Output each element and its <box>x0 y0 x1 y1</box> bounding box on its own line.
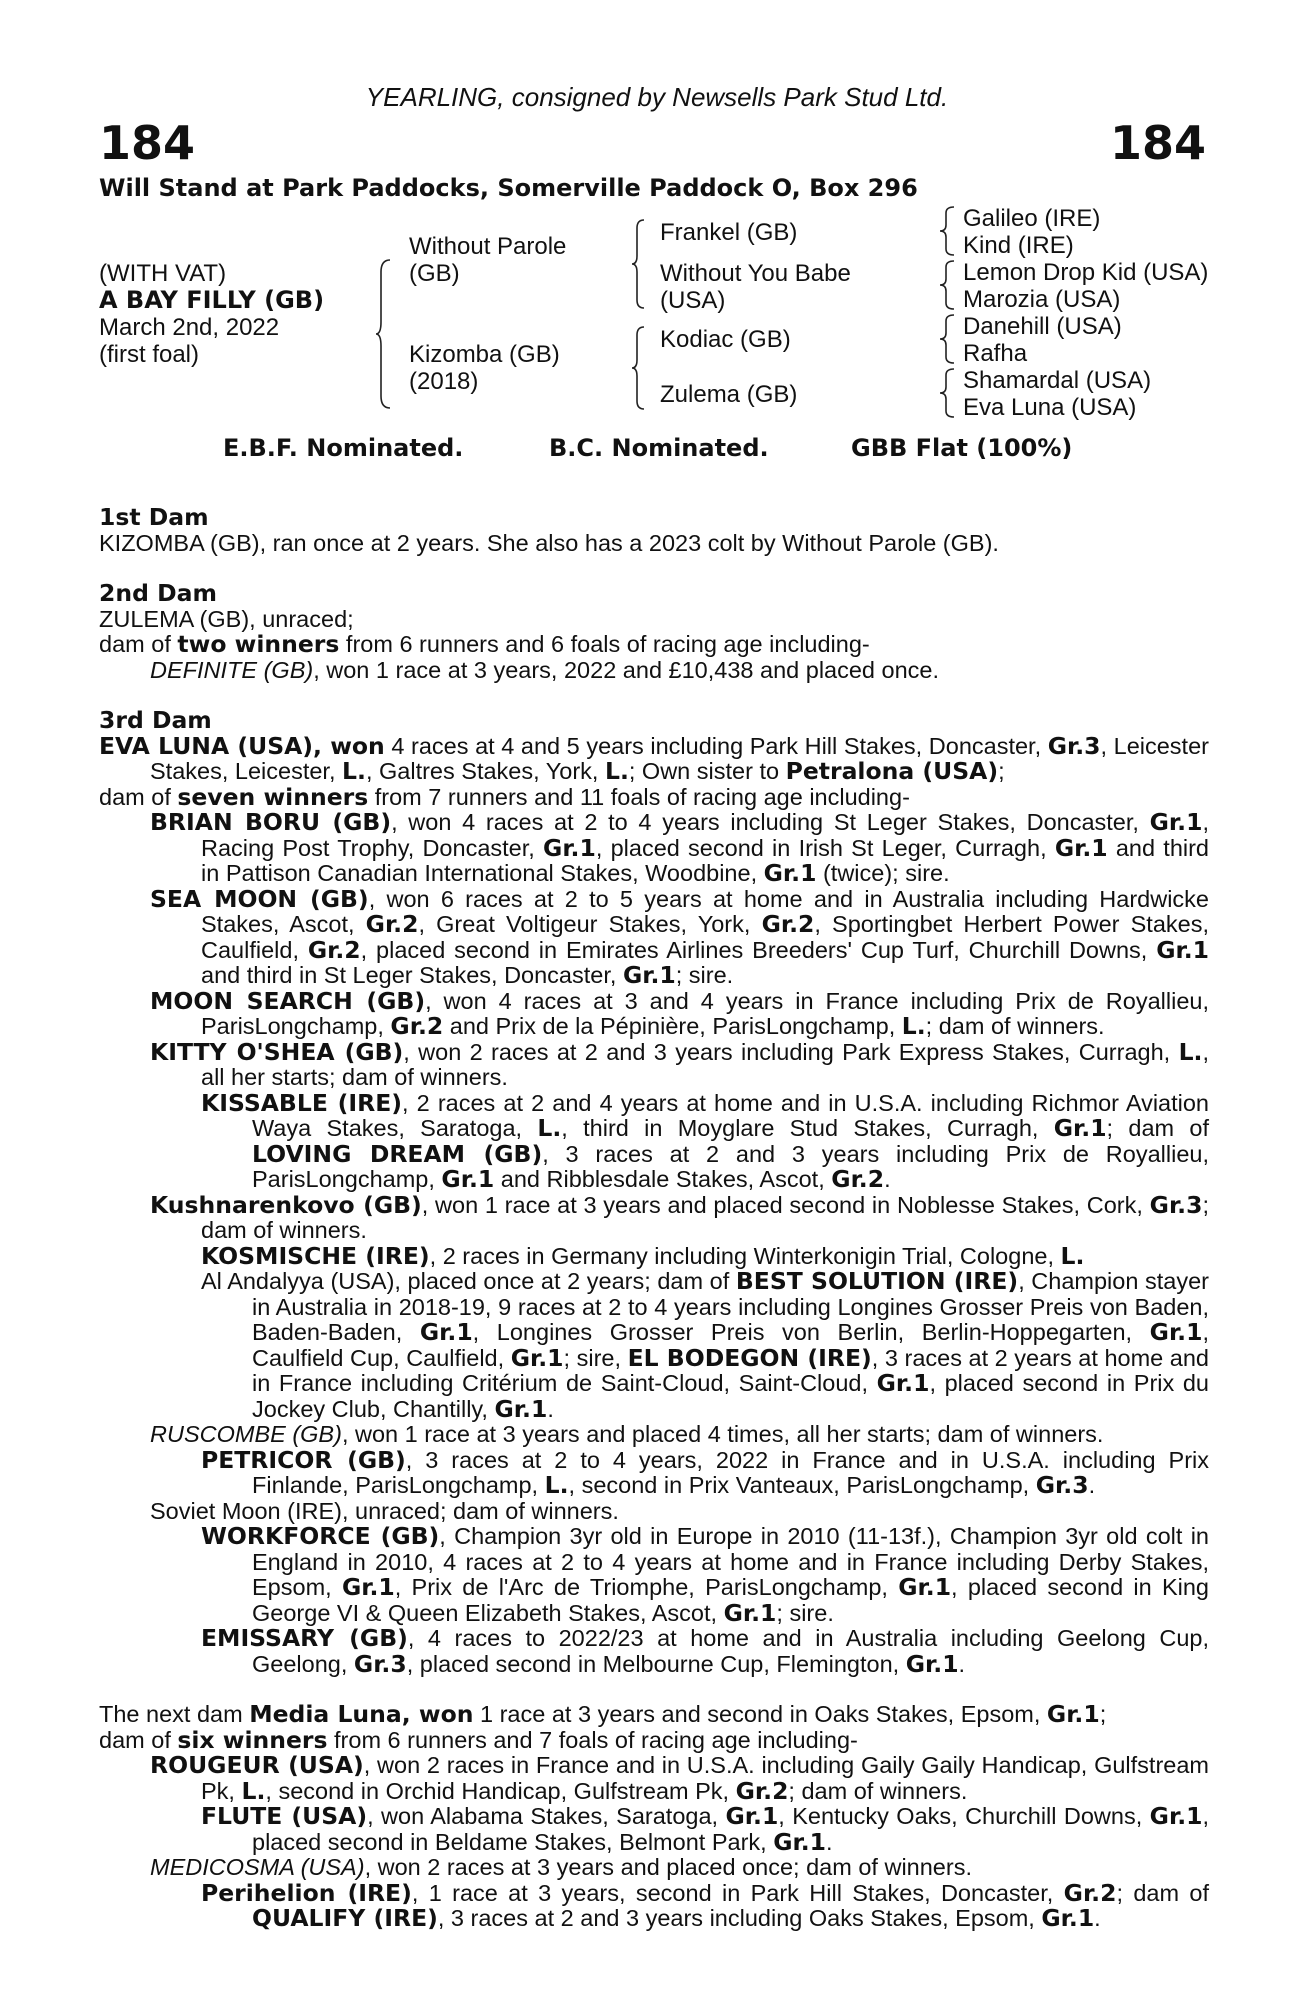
first-dam-heading: 1st Dam <box>99 503 209 531</box>
bc-nomination: B.C. Nominated. <box>549 434 769 462</box>
kissable-entry: KISSABLE (IRE), 2 races at 2 and 4 years at home and in U.S.A. including Richmor Aviation Waya Stakes, Saratoga, L., third in Moyglare Stud Stakes, Curragh, Gr.1; dam of LOVING DREAM (GB), 3 races at 2 and 3 years including Prix de Royallieu, ParisLongchamp, Gr.1 and Ribblesdale Stakes, Ascot, Gr.2. <box>201 1088 1209 1193</box>
ggp-5: Danehill (USA) <box>963 313 1122 340</box>
ggp-4: Marozia (USA) <box>963 286 1121 313</box>
emissary-entry: EMISSARY (GB), 4 races to 2022/23 at home and in Australia including Geelong Cup, Geelong, Gr.3, placed second in Melbourne Cup, Flemington, Gr.1. <box>201 1624 1209 1678</box>
sire-name: Without Parole <box>409 233 567 260</box>
ggp-7: Shamardal (USA) <box>963 367 1152 394</box>
ggp-8: Eva Luna (USA) <box>963 394 1137 421</box>
next-dam-entry: The next dam Media Luna, won 1 race at 3 years and second in Oaks Stakes, Epsom, Gr.1; <box>99 1700 1107 1728</box>
third-dam-heading: 3rd Dam <box>99 706 212 734</box>
kushnarenkovo-entry: Kushnarenkovo (GB), won 1 race at 3 years and placed second in Noblesse Stakes, Cork, Gr.3; dam of winners. <box>150 1190 1209 1243</box>
second-dam-heading: 2nd Dam <box>99 579 217 607</box>
second-dam-line: ZULEMA (GB), unraced; <box>99 605 354 632</box>
lot-number-right: 184 <box>1109 116 1206 170</box>
perihelion-entry: Perihelion (IRE), 1 race at 3 years, second in Park Hill Stakes, Doncaster, Gr.2; dam of QUALIFY (IRE), 3 races at 2 and 3 years including Oaks Stakes, Epsom, Gr.1. <box>201 1878 1209 1932</box>
soviet-moon-entry: Soviet Moon (IRE), unraced; dam of winners. <box>150 1497 619 1524</box>
next-dam-produce: dam of six winners from 6 runners and 7 foals of racing age including- <box>99 1725 858 1754</box>
lot-name: A BAY FILLY (GB) <box>99 286 325 314</box>
flute-entry: FLUTE (USA), won Alabama Stakes, Saratoga, Gr.1, Kentucky Oaks, Churchill Downs, Gr.1, placed second in Beldame Stakes, Belmont Park, Gr.1. <box>201 1802 1210 1856</box>
sea-moon-entry: SEA MOON (GB), won 6 races at 2 to 5 years at home and in Australia including Hardwicke Stakes, Ascot, Gr.2, Great Voltigeur Stakes, York, Gr.2, Sportingbet Herbert Power Stakes, Caulfield, Gr.2, placed second in Emirates Airlines Breeders' Cup Turf, Churchill Downs, Gr.1 and third in St Leger Stakes, Doncaster, Gr.1; sire. <box>150 884 1210 989</box>
second-dam-produce: dam of two winners from 6 runners and 6 foals of racing age including- <box>99 630 870 658</box>
foal-order: (first foal) <box>99 341 200 368</box>
vat-note: (WITH VAT) <box>99 260 227 287</box>
rougeur-entry: ROUGEUR (USA), won 2 races in France and in U.S.A. including Gaily Gaily Handicap, Gulfstream Pk, L., second in Orchid Handicap, Gulfstream Pk, Gr.2; dam of winners. <box>150 1751 1210 1805</box>
al-andalyya-entry: Al Andalyya (USA), placed once at 2 years; dam of BEST SOLUTION (IRE), Champion stayer in Australia in 2018-19, 9 races at 2 to 4 years including Longines Grosser Preis von Baden, Baden-Baden, Gr.1, Longines Grosser Preis von Berlin, Berlin-Hoppegarten, Gr.1, Caulfield Cup, Caulfield, Gr.1; sire, EL BODEGON (IRE), 3 races at 2 years at home and in France including Critérium de Saint-Cloud, Saint-Cloud, Gr.1, placed second in Prix du Jockey Club, Chantilly, Gr.1. <box>201 1267 1210 1423</box>
petricor-entry: PETRICOR (GB), 3 races at 2 to 4 years, 2022 in France and in U.S.A. including Prix Finlande, ParisLongchamp, L., second in Prix Vanteaux, ParisLongchamp, Gr.3. <box>201 1445 1209 1499</box>
brace-g3 <box>940 313 956 365</box>
eva-luna-produce: dam of seven winners from 7 runners and 11 foals of racing age including- <box>99 782 910 811</box>
medicosma-entry: MEDICOSMA (USA), won 2 races at 3 years and placed once; dam of winners. <box>150 1854 972 1880</box>
foaling-date: March 2nd, 2022 <box>99 314 280 341</box>
brace-g2 <box>940 259 956 311</box>
brace-main <box>376 258 392 410</box>
moon-search-entry: MOON SEARCH (GB), won 4 races at 3 and 4 years in France including Prix de Royallieu, ParisLongchamp, Gr.2 and Prix de la Pépinière, ParisLongchamp, L.; dam of winners. <box>150 986 1209 1040</box>
ebf-nomination: E.B.F. Nominated. <box>223 434 464 462</box>
kosmische-entry: KOSMISCHE (IRE), 2 races in Germany including Winterkonigin Trial, Cologne, L. <box>201 1241 1085 1270</box>
brace-g1 <box>940 205 956 257</box>
sire-dam-origin: (USA) <box>660 287 726 314</box>
dam-year: (2018) <box>409 368 479 395</box>
brace-dam <box>632 325 646 411</box>
brace-g4 <box>940 367 956 419</box>
brian-boru-entry: BRIAN BORU (GB), won 4 races at 2 to 4 years including St Leger Stakes, Doncaster, Gr.1, Racing Post Trophy, Doncaster, Gr.1, placed second in Irish St Leger, Curragh, Gr.1 and third in Pattison Canadian International Stakes, Woodbine, Gr.1 (twice); sire. <box>150 808 1210 887</box>
dam-sire: Kodiac (GB) <box>660 326 791 353</box>
ruscombe-entry: RUSCOMBE (GB), won 1 race at 3 years and placed 4 times, all her starts; dam of winners. <box>150 1421 1104 1447</box>
consignor-line: YEARLING, consigned by Newsells Park Stud Ltd. <box>365 82 949 112</box>
lot-number-left: 184 <box>99 116 196 170</box>
ggp-3: Lemon Drop Kid (USA) <box>963 259 1209 286</box>
ggp-6: Rafha <box>963 340 1028 367</box>
stand-location: Will Stand at Park Paddocks, Somerville Paddock O, Box 296 <box>99 174 918 202</box>
eva-luna-entry: EVA LUNA (USA), won 4 races at 4 and 5 years including Park Hill Stakes, Doncaster, Gr.3, Leicester Stakes, Leicester, L., Galtres Stakes, York, L.; Own sister to Petralona (USA); <box>99 731 1209 785</box>
dam-dam: Zulema (GB) <box>660 381 798 408</box>
kitty-oshea-entry: KITTY O'SHEA (GB), won 2 races at 2 and 3 years including Park Express Stakes, Curragh, L., all her starts; dam of winners. <box>150 1037 1209 1090</box>
sire-origin: (GB) <box>409 260 460 287</box>
gbb-flat: GBB Flat (100%) <box>851 434 1073 462</box>
ggp-1: Galileo (IRE) <box>963 205 1101 232</box>
brace-sire <box>632 218 646 310</box>
workforce-entry: WORKFORCE (GB), Champion 3yr old in Europe in 2010 (11-13f.), Champion 3yr old colt in England in 2010, 4 races at 2 to 4 years at home and in France including Derby Stakes, Epsom, Gr.1, Prix de l'Arc de Triomphe, ParisLongchamp, Gr.1, placed second in King George VI & Queen Elizabeth Stakes, Ascot, Gr.1; sire. <box>201 1522 1209 1627</box>
sire-dam: Without You Babe <box>660 260 851 287</box>
definite-entry: DEFINITE (GB), won 1 race at 3 years, 2022 and £10,438 and placed once. <box>150 656 940 683</box>
first-dam-text: KIZOMBA (GB), ran once at 2 years. She also has a 2023 colt by Without Parole (GB). <box>99 529 999 556</box>
dam-name: Kizomba (GB) <box>409 341 560 368</box>
catalogue-body <box>99 480 1209 1932</box>
sire-sire: Frankel (GB) <box>660 219 798 246</box>
ggp-2: Kind (IRE) <box>963 232 1074 259</box>
